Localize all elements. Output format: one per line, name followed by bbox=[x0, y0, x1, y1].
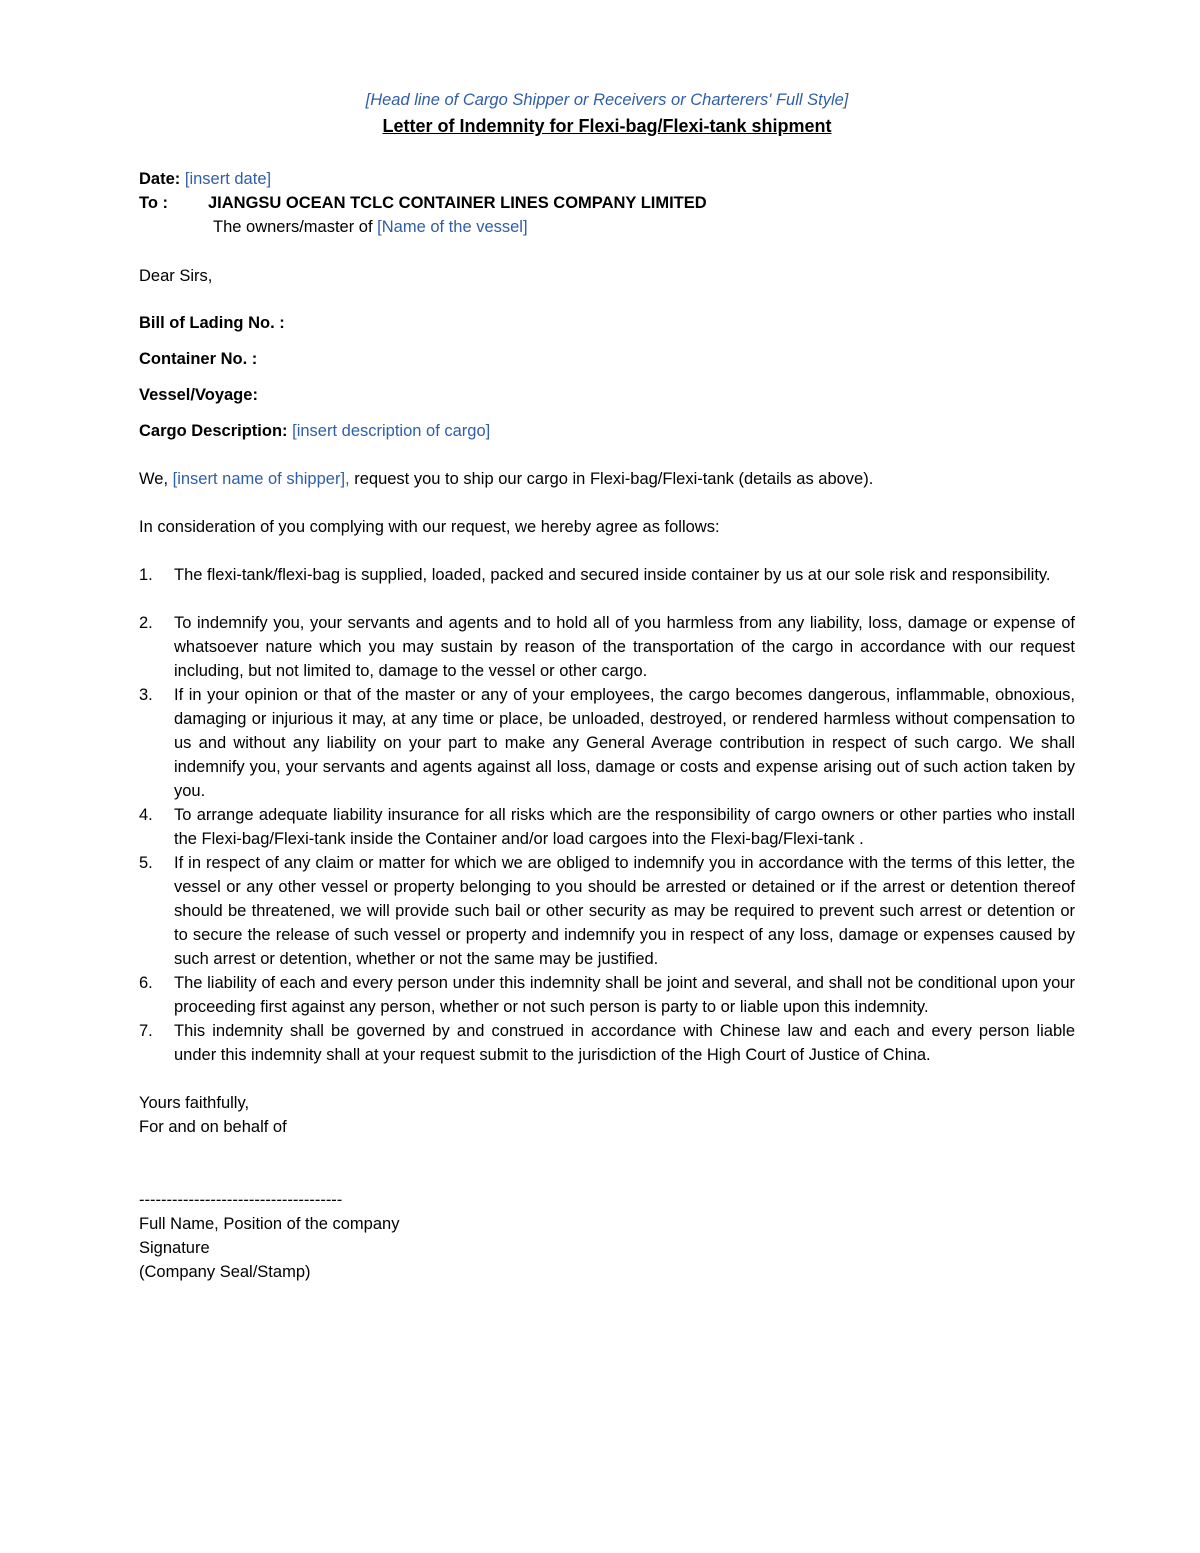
term-item bbox=[139, 683, 1075, 803]
vessel-placeholder: [Name of the vessel] bbox=[377, 218, 528, 236]
salutation: Dear Sirs, bbox=[139, 267, 213, 285]
we-suffix: request you to ship our cargo in Flexi-bag/Flexi-tank (details as above). bbox=[349, 470, 874, 488]
owners-line bbox=[139, 215, 1075, 239]
term-text: The flexi-tank/flexi-bag is supplied, loaded, packed and secured inside container by us at our sole risk and responsibility. bbox=[174, 566, 1051, 584]
date-placeholder: [insert date] bbox=[184, 170, 272, 188]
term-number: 3. bbox=[139, 686, 153, 704]
date-line bbox=[139, 167, 1075, 191]
vessel-voyage-label: Vessel/Voyage: bbox=[139, 386, 258, 404]
term-item bbox=[139, 851, 1075, 971]
full-name-position: Full Name, Position of the company bbox=[139, 1215, 400, 1233]
term-number: 2. bbox=[139, 614, 153, 632]
term-number: 5. bbox=[139, 854, 153, 872]
cargo-description-label: Cargo Description: bbox=[139, 422, 288, 440]
cargo-description-placeholder: [insert description of cargo] bbox=[292, 422, 491, 440]
to-company: JIANGSU OCEAN TCLC CONTAINER LINES COMPANY LIMITED bbox=[208, 194, 707, 212]
company-seal-label: (Company Seal/Stamp) bbox=[139, 1263, 311, 1281]
term-number: 7. bbox=[139, 1022, 153, 1040]
term-item bbox=[139, 611, 1075, 683]
signature-label: Signature bbox=[139, 1239, 210, 1257]
letter-title: Letter of Indemnity for Flexi-bag/Flexi-tank shipment bbox=[382, 116, 832, 136]
signature-line: ------------------------------------- bbox=[139, 1191, 343, 1209]
we-prefix: We, bbox=[139, 470, 173, 488]
term-number: 4. bbox=[139, 806, 153, 824]
term-number: 1. bbox=[139, 566, 153, 584]
owners-prefix: The owners/master of bbox=[213, 218, 378, 236]
term-item bbox=[139, 803, 1075, 851]
term-text: The liability of each and every person under this indemnity shall be joint and several, and shall not be conditional upon your proceeding first against any person, whether or not such person is party to or liable upon this indemnity. bbox=[174, 974, 1075, 1016]
consideration-paragraph: In consideration of you complying with our request, we hereby agree as follows: bbox=[139, 518, 720, 536]
date-label: Date: bbox=[139, 170, 181, 188]
shipper-placeholder: [insert name of shipper], bbox=[172, 470, 350, 488]
to-line bbox=[139, 191, 1075, 215]
container-no-label: Container No. : bbox=[139, 350, 258, 368]
term-text: If in your opinion or that of the master or any of your employees, the cargo becomes dangerous, inflammable, obnoxious, damaging or injurious it may, at any time or place, be unloaded, destroyed, or rendered harmless without compensation to us and without any liability on your part to make any General Average contribution in respect of such cargo. We shall indemnify you, your servants and agents against all loss, damage or costs and expense arising out of such action taken by you. bbox=[174, 686, 1075, 800]
letter-headline: [Head line of Cargo Shipper or Receivers or Charterers' Full Style] bbox=[365, 91, 849, 109]
term-item bbox=[139, 1019, 1075, 1067]
terms-list bbox=[139, 563, 1075, 1067]
letter-content bbox=[139, 88, 1075, 1284]
to-label: To : bbox=[139, 194, 169, 212]
term-item bbox=[139, 971, 1075, 1019]
bill-of-lading-label: Bill of Lading No. : bbox=[139, 314, 285, 332]
term-text: To arrange adequate liability insurance for all risks which are the responsibility of cargo owners or other parties who install the Flexi-bag/Flexi-tank inside the Container and/or load cargoes into the Flexi-bag/Flexi-tank . bbox=[174, 806, 1075, 848]
term-number: 6. bbox=[139, 974, 153, 992]
cargo-description-line bbox=[139, 419, 1075, 443]
closing-yours: Yours faithfully, bbox=[139, 1094, 250, 1112]
term-item bbox=[139, 563, 1075, 587]
request-paragraph bbox=[139, 467, 1075, 491]
term-text: This indemnity shall be governed by and construed in accordance with Chinese law and each and every person liable under this indemnity shall at your request submit to the jurisdiction of the High Court of Justice of China. bbox=[174, 1022, 1075, 1064]
closing-behalf: For and on behalf of bbox=[139, 1118, 287, 1136]
term-text: To indemnify you, your servants and agents and to hold all of you harmless from any liability, loss, damage or expense of whatsoever nature which you may sustain by reason of the transportation of the cargo in accordance with our request including, but not limited to, damage to the vessel or other cargo. bbox=[174, 614, 1075, 680]
term-text: If in respect of any claim or matter for which we are obliged to indemnify you in accordance with the terms of this letter, the vessel or any other vessel or property belonging to you should be arrested or detained or if the arrest or detention thereof should be threatened, we will provide such bail or other security as may be required to prevent such arrest or detention or to secure the release of such vessel or property and indemnify you in respect of any loss, damage or expenses caused by such arrest or detention, whether or not the same may be justified. bbox=[174, 854, 1075, 968]
